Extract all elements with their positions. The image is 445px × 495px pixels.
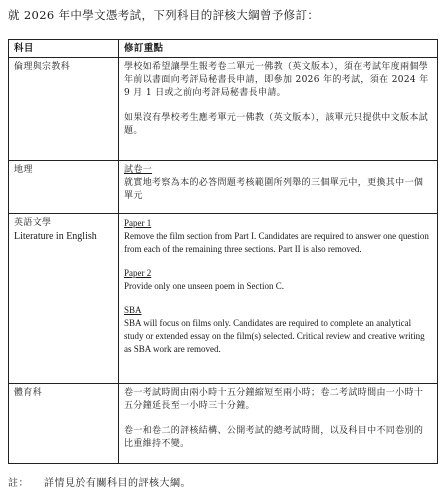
table-header-row bbox=[9, 40, 438, 58]
subject-literature bbox=[9, 214, 119, 384]
changes-literature bbox=[119, 214, 438, 384]
subject-pe: 體育科 bbox=[9, 384, 119, 464]
footnote bbox=[8, 474, 191, 489]
table-row-literature bbox=[9, 214, 438, 384]
subject-literature-en: Literature in English bbox=[14, 231, 97, 242]
intro-text: 就 2026 年中學文憑考試，下列科目的評核大綱曾予修訂： bbox=[8, 8, 320, 22]
paper1-text: Remove the film section from Part I. Candidates are required to answer one question from each of the remaining three sections. Part II is also removed. bbox=[124, 231, 429, 254]
header-subject: 科目 bbox=[9, 40, 119, 58]
geography-paragraph-1: 就實地考察為本的必答問題考核範圍所列舉的三個單元中，更換其中一個單元 bbox=[124, 178, 424, 201]
syllabus-changes-table bbox=[8, 39, 438, 464]
pe-paragraph-1: 卷一考試時間由兩小時十五分鐘縮短至兩小時；卷二考試時間由一小時十五分鐘延長至一小時三十分鐘。 bbox=[124, 388, 424, 411]
subject-literature-zh: 英語文學 bbox=[14, 218, 52, 228]
footnote-text: 詳情見於有關科目的評核大綱。 bbox=[44, 478, 191, 489]
paper1-heading: Paper 1 bbox=[124, 218, 152, 228]
sba-text: SBA will focus on films only. Candidates are required to complete an analytical study or extended essay on the film(s) selected. Critical review and creative writing as SBA work are removed. bbox=[124, 318, 425, 354]
header-changes: 修訂重點 bbox=[119, 40, 438, 58]
paper2-heading: Paper 2 bbox=[124, 268, 152, 278]
geography-heading: 試卷一 bbox=[124, 165, 153, 175]
footnote-label: 註： bbox=[8, 478, 29, 489]
ethics-paragraph-1: 學校如希望讓學生報考卷二單元一佛教（英文版本），須在考試年度兩個學年前以書面向考評局秘書長申請，即參加 2026 年的考試，須在 2024 年 9 月 1 日或之前向考評局秘書長申請。 bbox=[124, 62, 429, 98]
changes-pe bbox=[119, 384, 438, 464]
subject-geography: 地理 bbox=[9, 161, 119, 214]
table-row-geography bbox=[9, 161, 438, 214]
changes-geography bbox=[119, 161, 438, 214]
changes-ethics bbox=[119, 58, 438, 161]
sba-heading: SBA bbox=[124, 305, 142, 315]
ethics-paragraph-2: 如果沒有學校考生應考單元一佛教（英文版本），該單元只提供中文版本試題。 bbox=[124, 113, 429, 136]
paper2-text: Provide only one unseen poem in Section C. bbox=[124, 281, 284, 291]
table-row-pe bbox=[9, 384, 438, 464]
subject-ethics: 倫理與宗教科 bbox=[9, 58, 119, 161]
pe-paragraph-2: 卷一和卷二的評核結構、公開考試的總考試時間，以及科目中不同卷別的比重維持不變。 bbox=[124, 426, 424, 449]
table-row-ethics bbox=[9, 58, 438, 161]
